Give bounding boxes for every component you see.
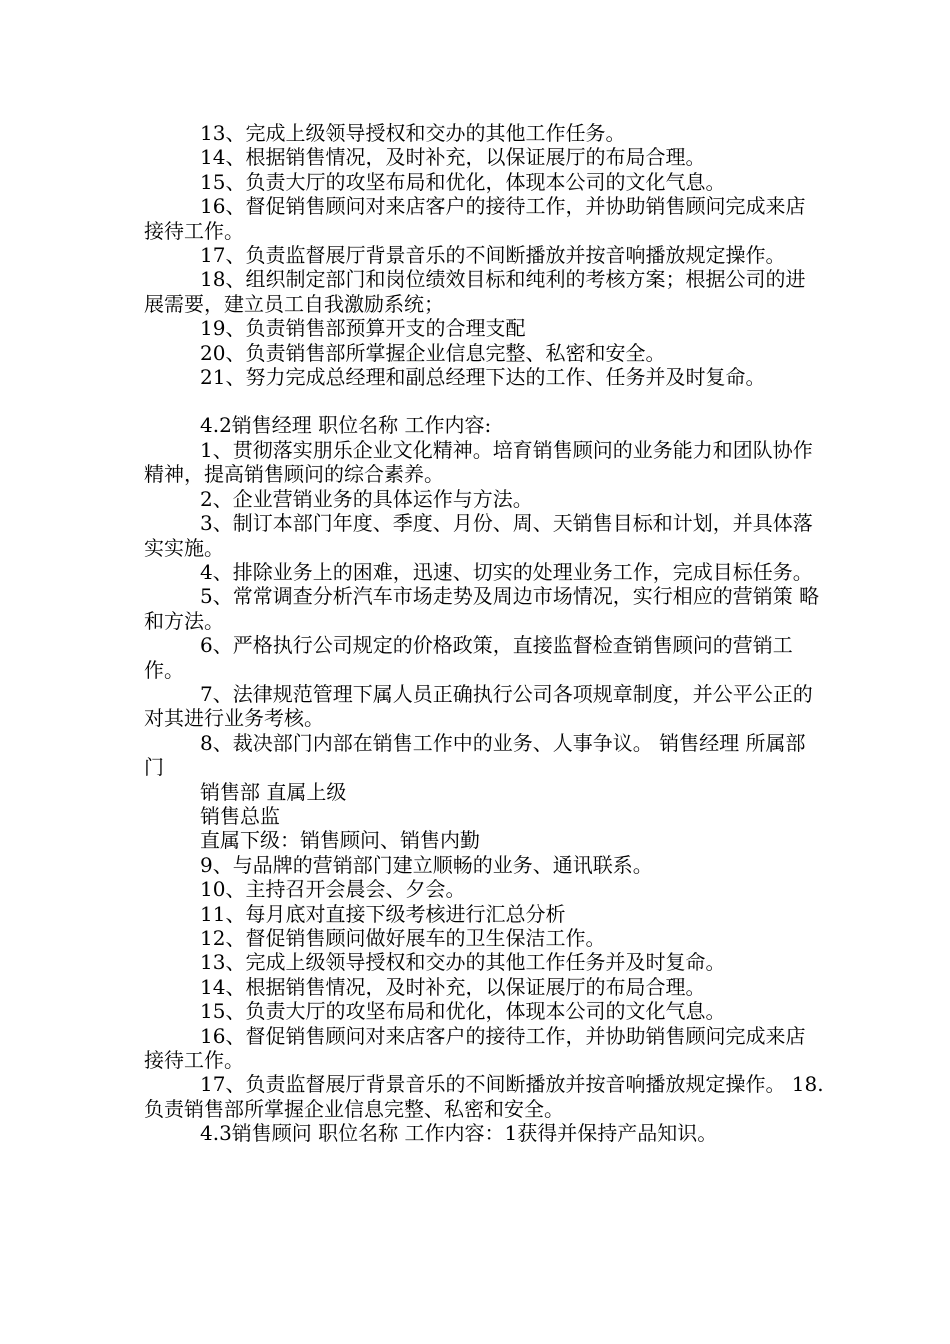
manager-duty-6: 6、严格执行公司规定的价格政策，直接监督检查销售顾问的营销工作。 [144,633,793,682]
manager-duty-4: 4、排除业务上的困难，迅速、切实的处理业务工作，完成目标任务。 [200,559,813,584]
dept-line-3: 直属下级：销售顾问、销售内勤 [200,828,480,853]
document-body [144,121,824,1146]
manager-duty-17-18: 17、负责监督展厅背景音乐的不间断播放并按音响播放规定操作。 18.负责销售部所掌握企业信息完整、私密和安全。 [144,1072,824,1121]
duty-item-18: 18、组织制定部门和岗位绩效目标和纯利的考核方案；根据公司的进展需要，建立员工自我激励系统； [144,267,806,316]
manager-duty-16: 16、督促销售顾问对来店客户的接待工作，并协助销售顾问完成来店接待工作。 [144,1023,806,1073]
duty-item-17: 17、负责监督展厅背景音乐的不间断播放并按音响播放规定操作。 [200,243,786,268]
manager-duty-9: 9、与品牌的营销部门建立顺畅的业务、通讯联系。 [200,852,653,877]
manager-duty-11: 11、每月底对直接下级考核进行汇总分析 [200,901,566,926]
manager-duty-12: 12、督促销售顾问做好展车的卫生保洁工作。 [200,926,606,950]
manager-duty-15: 15、负责大厅的攻坚布局和优化，体现本公司的文化气息。 [200,999,726,1024]
duty-item-19: 19、负责销售部预算开支的合理支配 [200,316,526,341]
duty-item-15: 15、负责大厅的攻坚布局和优化，体现本公司的文化气息。 [200,169,726,194]
duty-item-21: 21、努力完成总经理和副总经理下达的工作、任务并及时复命。 [200,365,766,390]
manager-duty-14: 14、根据销售情况，及时补充，以保证展厅的布局合理。 [200,974,706,999]
duty-item-14: 14、根据销售情况，及时补充，以保证展厅的布局合理。 [200,145,706,170]
manager-duty-10: 10、主持召开会晨会、夕会。 [200,877,466,902]
dept-line-2: 销售总监 [200,803,280,828]
duty-item-16: 16、督促销售顾问对来店客户的接待工作，并协助销售顾问完成来店接待工作。 [144,194,806,243]
manager-duty-1: 1、贯彻落实朋乐企业文化精神。培育销售顾问的业务能力和团队协作精神，提高销售顾问的综合素养。 [144,437,813,487]
manager-duty-13: 13、完成上级领导授权和交办的其他工作任务并及时复命。 [200,950,726,975]
manager-duty-5: 5、常常调查分析汽车市场走势及周边市场情况，实行相应的营销策 略和方法。 [144,584,820,633]
manager-duty-8: 8、裁决部门内部在销售工作中的业务、人事争议。 销售经理 所属部门 [144,730,806,780]
section-heading-4-2: 4.2销售经理 职位名称 工作内容: [200,413,492,438]
section-line-4-3: 4.3销售顾问 职位名称 工作内容：1获得并保持产品知识。 [200,1121,718,1146]
manager-duty-3: 3、制订本部门年度、季度、月份、周、天销售目标和计划，并具体落实实施。 [144,511,813,560]
manager-duty-2: 2、企业营销业务的具体运作与方法。 [200,486,533,511]
duty-item-20: 20、负责销售部所掌握企业信息完整、私密和安全。 [200,340,666,365]
duty-item-13: 13、完成上级领导授权和交办的其他工作任务。 [200,121,626,145]
section-spacer [144,389,824,413]
dept-line-1: 销售部 直属上级 [200,779,347,804]
manager-duty-7: 7、法律规范管理下属人员正确执行公司各项规章制度，并公平公正的对其进行业务考核。 [144,681,813,731]
